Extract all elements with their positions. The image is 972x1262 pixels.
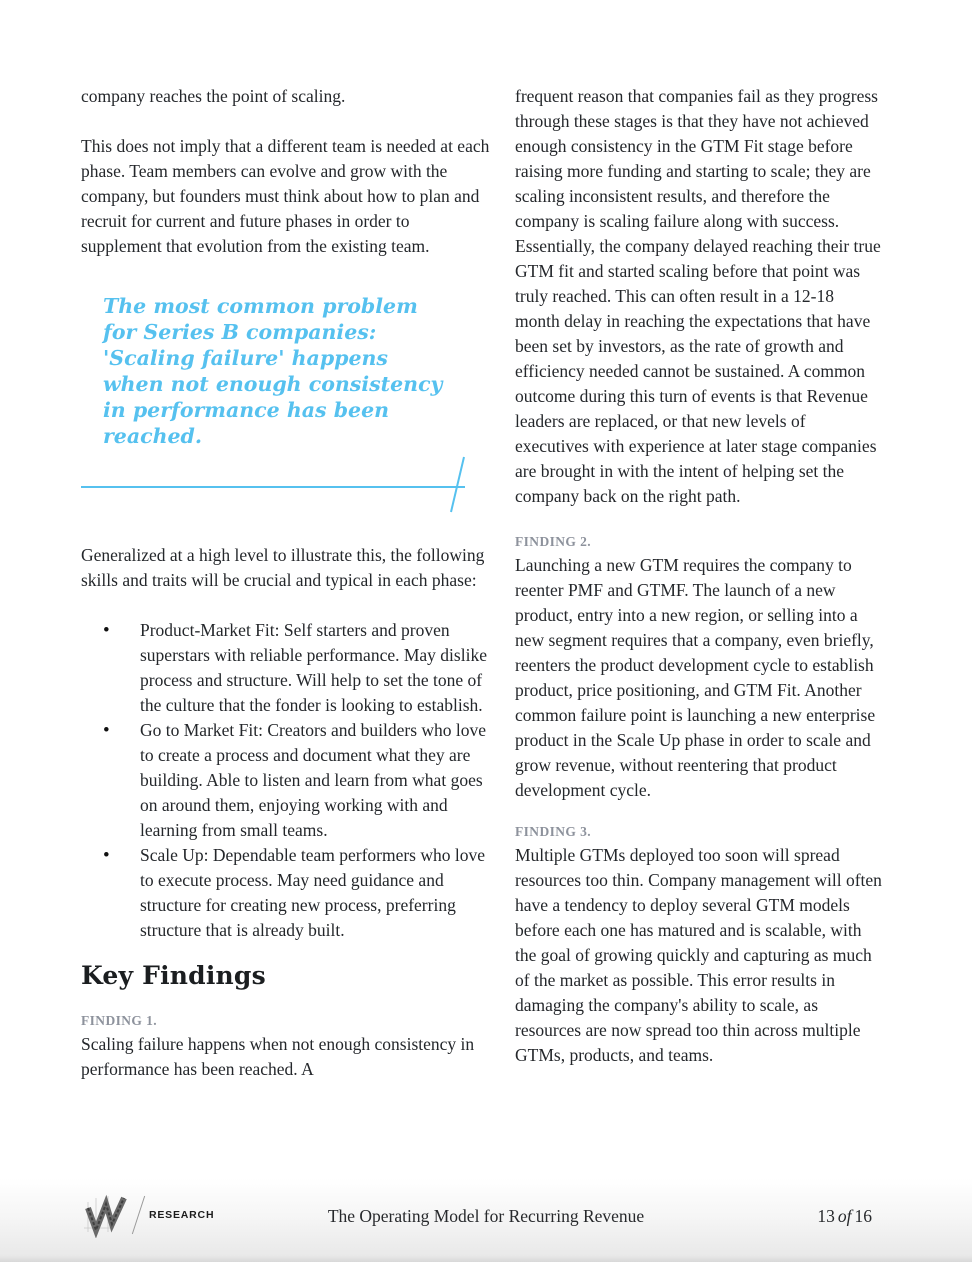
page-footer [0,1178,972,1262]
bullet-product-market-fit: • Product-Market Fit: Self starters and proven superstars with reliable performance. May dislike process and structure. Will help to set the tone of the culture that the fonder is looking to establish. [103,618,493,718]
quote-divider-rule [81,455,493,515]
finding-3-label: FINDING 3. [515,824,592,839]
paragraph-scaling-failure: frequent reason that companies fail as they progress through these stages is that they have not achieved enough consistency in the GTM Fit stage before raising more funding and starting to scale; they are scaling inconsistent results, and therefore the company is scaling failure along with success. Essentially, the company delayed reaching their true GTM fit and started scaling before that point was truly reached. This can often result in a 12-18 month delay in reaching the expectations that have been set by investors, as the rate of growth and efficiency needed cannot be sustained. A common outcome during this turn of events is that Revenue leaders are replaced, or that new levels of executives with experience at later stage companies are brought in with the intent of helping set the company back on the right path. [515,86,881,506]
paragraph-team-evolution: This does not imply that a different team is needed at each phase. Team members can evolve and grow with the company, but founders must think about how to plan and recruit for current and future phases in order to supplement that evolution from the existing team. [81,136,490,256]
finding-3-text: Multiple GTMs deployed too soon will spread resources too thin. Company management will often have a tendency to deploy several GTM models before each one has matured and is scalable, with the goal of growing quickly and capturing as much of the market as possible. This error results in damaging the company's ability to scale, as resources are now spread too thin across multiple GTMs, products, and teams. [515,845,882,1065]
footer-page-number [817,1206,872,1227]
page-of-separator: of [837,1206,852,1226]
pull-quote-block [81,293,493,515]
paragraph-continued: company reaches the point of scaling. [81,86,346,106]
key-findings-heading: Key Findings [81,961,266,990]
page-current: 13 [817,1206,835,1226]
left-column [81,84,493,1082]
skills-bullet-list [81,618,493,943]
finding-2-text: Launching a new GTM requires the company to reenter PMF and GTMF. The launch of a new product, entry into a new region, or selling into a new segment requires that a company, even briefly, reenters the product development cycle to establish product, price positioning, and GTM Fit. Another common failure point is launching a new enterprise product in the Scale Up phase in order to scale and grow revenue, without reentering that product development cycle. [515,555,876,800]
bullet-scale-up: • Scale Up: Dependable team performers who love to execute process. May need guidance and structure for creating new process, preferring structure that is already built. [103,843,493,943]
finding-1-text: Scaling failure happens when not enough consistency in performance has been reached. A [81,1034,475,1079]
footer-document-title: The Operating Model for Recurring Revenue [327,1206,645,1226]
right-column [515,84,883,1068]
brand-name-text: RESEARCH [149,1209,215,1221]
paragraph-generalized: Generalized at a high level to illustrate this, the following skills and traits will be crucial and typical in each phase: [81,545,485,590]
page-total: 16 [854,1206,872,1226]
bullet-go-to-market-fit: • Go to Market Fit: Creators and builders who love to create a process and document what they are building. Able to listen and learn from what goes on around them, enjoying working with and learning from small teams. [103,718,493,843]
finding-1-label: FINDING 1. [81,1013,158,1028]
finding-2-label: FINDING 2. [515,534,592,549]
pull-quote-text: The most common problem for Series B companies: 'Scaling failure' happens when not enough consistency in performance has been reached. [103,294,443,448]
